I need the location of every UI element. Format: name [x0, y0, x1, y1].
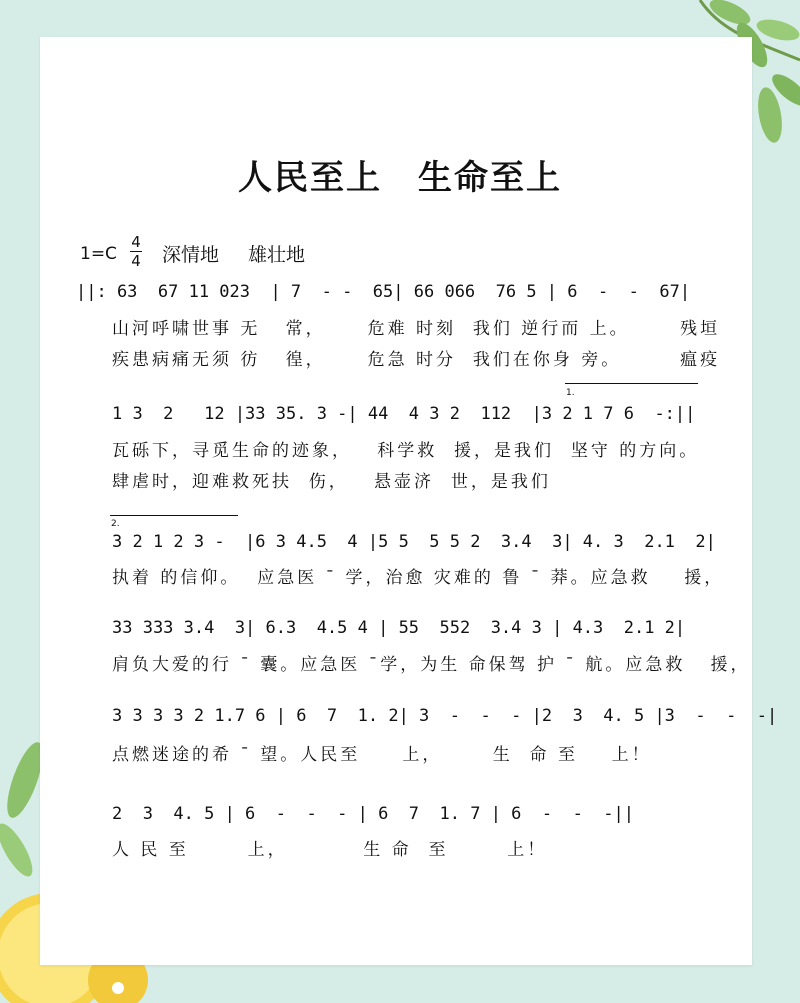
time-signature — [130, 233, 142, 270]
song-title: 人民至上 生命至上 — [238, 158, 562, 198]
volta-second-label: 2. — [111, 519, 120, 529]
time-signature-bottom: 4 — [131, 252, 141, 270]
lyric-line-3: 执着 的信仰。 应急医 ˉ 学，治愈 灾难的 鲁 ˉ 莽。应急救 援， — [112, 568, 725, 588]
time-signature-top: 4 — [131, 233, 141, 251]
tempo-mark-2: 雄壮地 — [248, 244, 306, 266]
notation-line-1: ||: 63 67 11 023 | 7 - - 65| 66 066 76 5 | 6 - - 67| — [76, 282, 691, 302]
key-signature: 1=C — [80, 244, 117, 264]
lyric-line-1-verse-1: 山河呼啸世事 无 常， 危难 时刻 我们 逆行而 上。 残垣 — [112, 319, 721, 339]
lyric-line-4: 肩负大爱的行 ˉ 囊。应急医 ˉ学，为生 命保驾 护 ˉ 航。应急救 援， — [112, 655, 751, 675]
notation-line-5: 3 3 3 3 2 1.7 6 | 6 7 1. 2| 3 - - - |2 3 4. 5 |3 - - -| — [112, 706, 778, 726]
notation-line-3: 3 2 1 2 3 - |6 3 4.5 4 |5 5 5 5 2 3.4 3| 4. 3 2.1 2| — [112, 532, 716, 552]
volta-first-label: 1. — [566, 388, 575, 398]
volta-first-ending — [565, 383, 698, 384]
volta-second-ending — [110, 515, 238, 516]
notation-line-2: 1 3 2 12 |33 35. 3 -| 44 4 3 2 112 |3 2 1 7 6 -:|| — [112, 404, 696, 424]
lyric-line-1-verse-2: 疾患病痛无须 彷 徨， 危急 时分 我们在你身 旁。 瘟疫 — [112, 350, 721, 370]
notation-line-4: 33 333 3.4 3| 6.3 4.5 4 | 55 552 3.4 3 | 4.3 2.1 2| — [112, 618, 686, 638]
lyric-line-5: 点燃迷途的希 ˉ 望。人民至 上， 生 命 至 上！ — [112, 745, 652, 765]
notation-line-6: 2 3 4. 5 | 6 - - - | 6 7 1. 7 | 6 - - -|| — [112, 804, 634, 824]
lyric-line-2-verse-2: 肆虐时，迎难救死扶 伤， 悬壶济 世，是我们 — [112, 472, 551, 492]
lyric-line-6: 人 民 至 上， 生 命 至 上！ — [112, 840, 548, 860]
lyric-line-2-verse-1: 瓦砾下，寻觅生命的迹象， 科学救 援，是我们 坚守 的方向。 — [112, 441, 700, 461]
tempo-mark-1: 深情地 — [162, 244, 220, 266]
